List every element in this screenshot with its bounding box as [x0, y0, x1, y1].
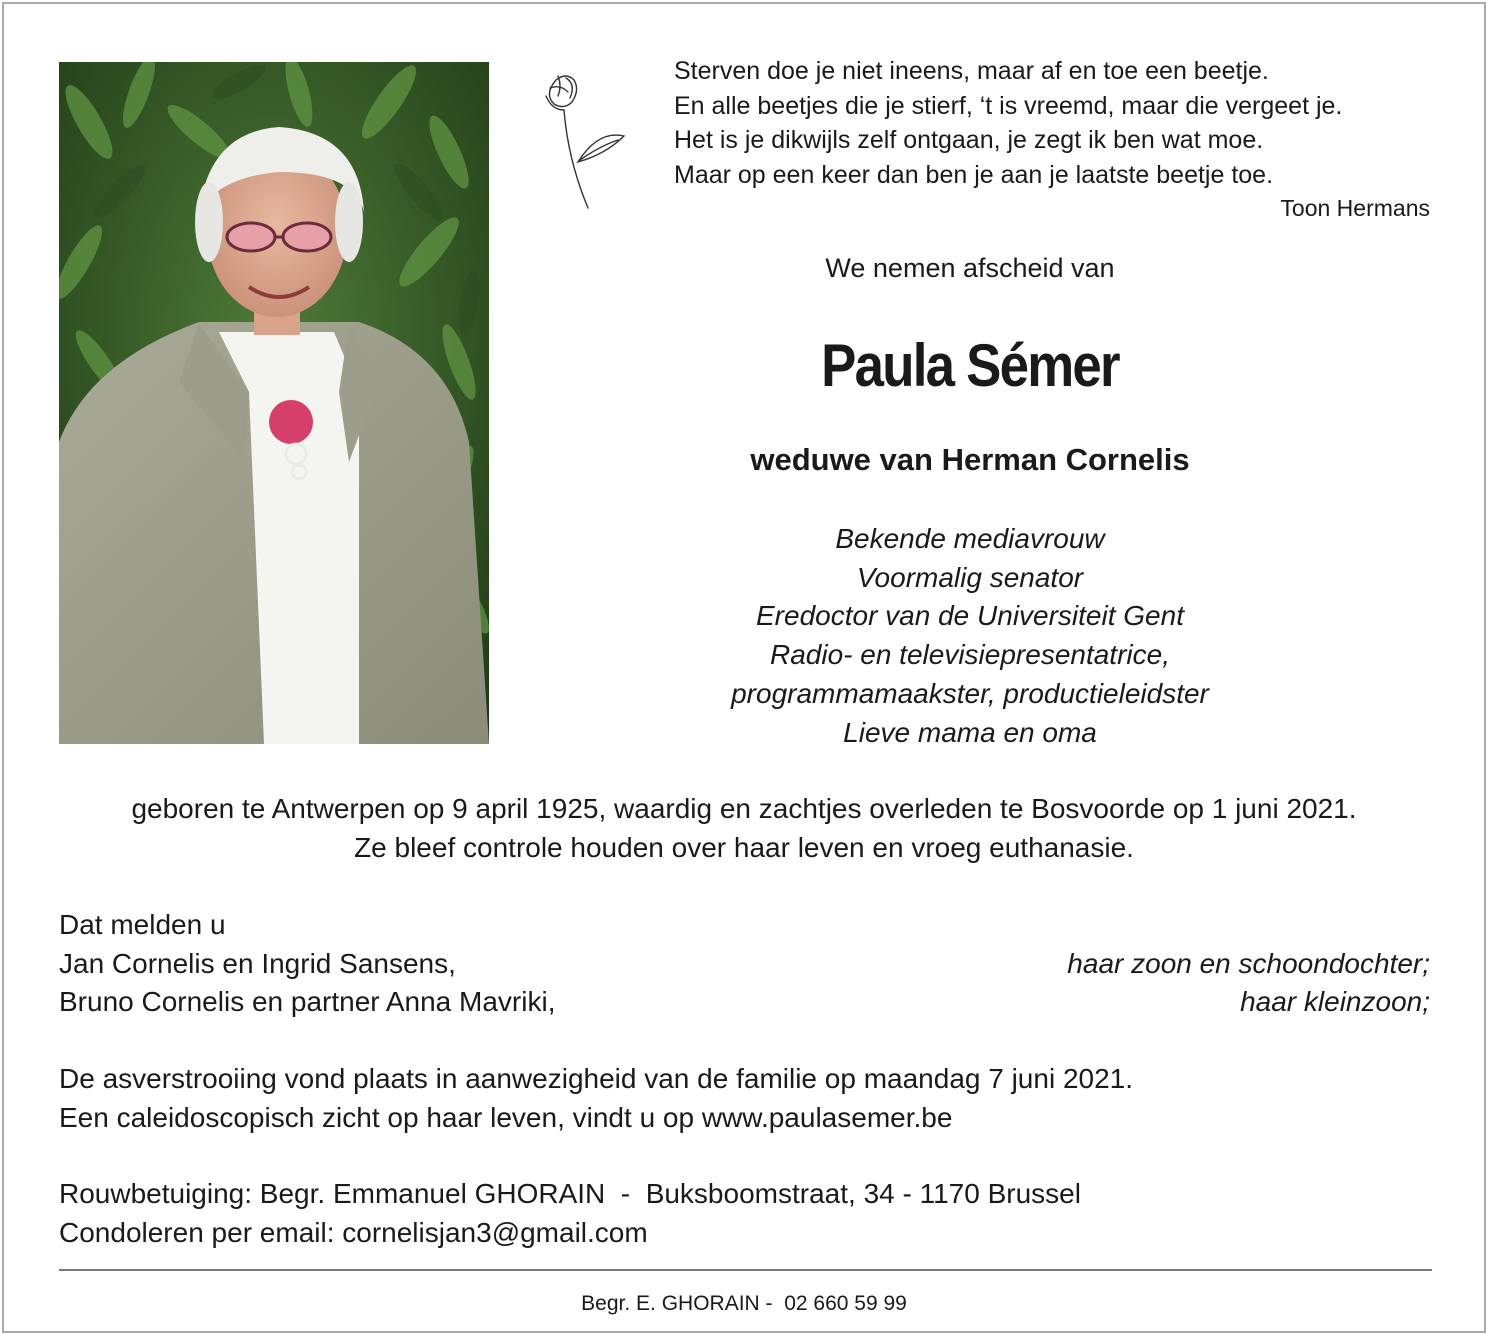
- family-relation: haar kleinzoon;: [1240, 986, 1430, 1018]
- title-line: Eredoctor van de Universiteit Gent: [756, 600, 1184, 632]
- title-line: Voormalig senator: [856, 561, 1084, 593]
- titles-list: [650, 520, 1290, 752]
- family-row: [59, 983, 1430, 1022]
- footer-text: Begr. E. GHORAIN - 02 660 59 99: [581, 1292, 907, 1315]
- poem-author: Toon Hermans: [1280, 195, 1430, 221]
- family-row: [59, 945, 1430, 984]
- announcement: [59, 906, 1430, 1022]
- birth-death-line: geboren te Antwerpen op 9 april 1925, waardig en zachtjes overleden te Bosvoorde op 1 juni 2021.: [131, 793, 1357, 824]
- ceremony-line: Een caleidoscopisch zicht op haar leven, vindt u op www.paulasemer.be: [59, 1101, 953, 1133]
- deceased-name: Paula Sémer: [821, 332, 1119, 399]
- title-line: Lieve mama en oma: [843, 716, 1097, 748]
- divider: [59, 1269, 1432, 1271]
- title-line: Bekende mediavrouw: [835, 523, 1105, 554]
- widow-line: weduwe van Herman Cornelis: [750, 442, 1190, 477]
- contact-text: [59, 1175, 1439, 1252]
- family-names: Bruno Cornelis en partner Anna Mavriki,: [59, 986, 556, 1018]
- poem-line: Maar op een keer dan ben je aan je laatste beetje toe.: [674, 160, 1274, 189]
- intro-text: We nemen afscheid van: [825, 253, 1115, 283]
- condolence-address: Rouwbetuiging: Begr. Emmanuel GHORAIN - Buksboomstraat, 34 - 1170 Brussel: [59, 1178, 1081, 1209]
- birth-death-text: [40, 790, 1448, 867]
- portrait-photo: [59, 62, 489, 744]
- title-line: Radio- en televisiepresentatrice,: [770, 639, 1170, 671]
- announcement-heading: Dat melden u: [59, 909, 226, 940]
- family-names: Jan Cornelis en Ingrid Sansens,: [59, 947, 456, 979]
- title-line: programmamaakster, productieleidster: [731, 677, 1209, 709]
- condolence-email: Condoleren per email: cornelisjan3@gmail.com: [59, 1216, 648, 1248]
- birth-death-line: Ze bleef controle houden over haar leven en vroeg euthanasie.: [354, 831, 1134, 863]
- ceremony-text: [59, 1060, 1439, 1137]
- poem-line: En alle beetjes die je stierf, ‘t is vreemd, maar die vergeet je.: [674, 91, 1343, 120]
- poem-line: Sterven doe je niet ineens, maar af en toe een beetje.: [674, 57, 1269, 85]
- ceremony-line: De asverstrooiing vond plaats in aanwezigheid van de familie op maandag 7 juni 2021.: [59, 1063, 1134, 1094]
- poem: [674, 54, 1434, 192]
- poem-line: Het is je dikwijls zelf ontgaan, je zegt ik ben wat moe.: [674, 126, 1264, 155]
- family-relation: haar zoon en schoondochter;: [1067, 947, 1430, 979]
- rose-icon: [536, 70, 632, 210]
